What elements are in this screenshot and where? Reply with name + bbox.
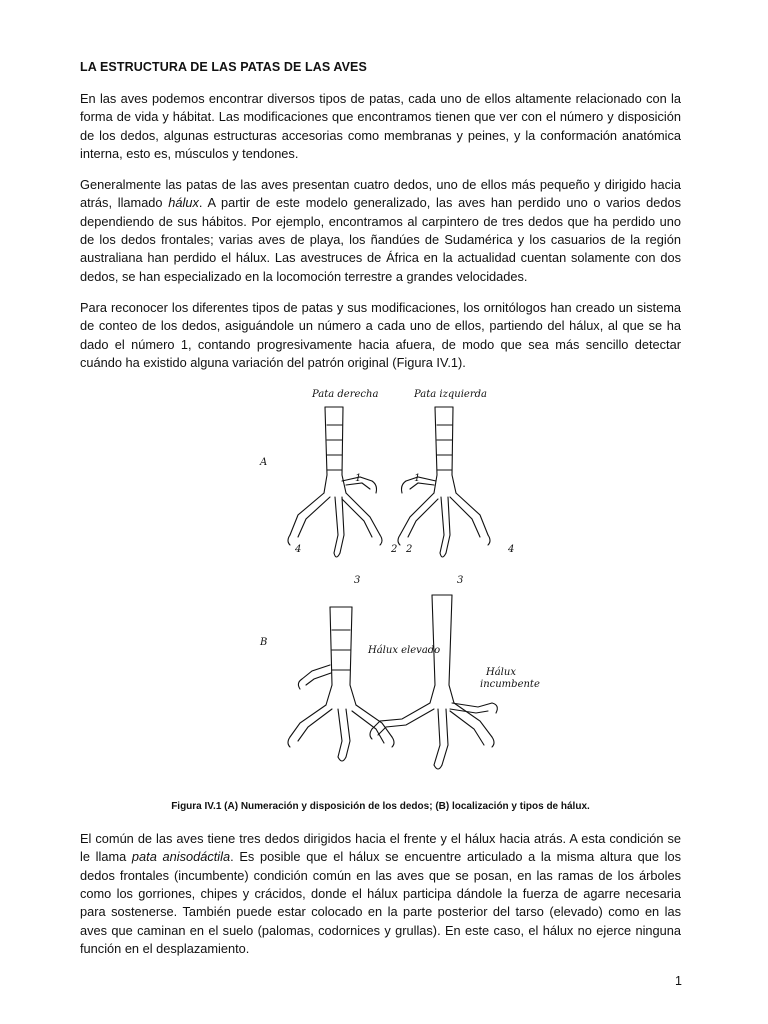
paragraph-1: En las aves podemos encontrar diversos tipos de patas, cada uno de ellos altamente relacionado con la forma de vida y hábitat. Las modificaciones que encontramos tienen que ver con el número y disposición de los dedos, algunas estructuras accesorias como membranas y peines, y la conformación anatómica interna, esto es, músculos y tendones. xyxy=(80,91,681,161)
right-foot-drawing xyxy=(288,407,382,557)
paragraph-3: Para reconocer los diferentes tipos de patas y sus modificaciones, los ornitólogos han creado un sistema de conteo de los dedos, asiguándole un número a cada uno de ellos, partiendo del hálux, al que se ha dado el número 1, contando progresivamente hacia afuera, de modo que sea más sencillo detectar cuándo ha existido alguna variación del patrón original (Figura IV.1). xyxy=(80,299,681,370)
label-halux-incumbente-2: incumbente xyxy=(480,679,540,691)
figure-caption: Figura IV.1 (A) Numeración y disposición de los dedos; (B) localización y tipos de hálux. xyxy=(171,801,590,813)
label-halux-incumbente-1: Hálux xyxy=(486,667,516,679)
label-digit-1-right: 1 xyxy=(355,473,362,485)
label-digit-3-right: 3 xyxy=(354,575,361,587)
paragraph-2-italic: hálux xyxy=(168,195,199,211)
label-panel-a: A xyxy=(260,457,268,469)
label-digit-2-left: 2 xyxy=(406,544,413,556)
raised-hallux-drawing xyxy=(288,607,394,761)
label-digit-4-right: 4 xyxy=(295,544,302,556)
paragraph-2-text-a: Generalmente las patas de las aves presentan cuatro dedos, uno de ellos más pequeño y dirigido hacia atrás, llamado xyxy=(80,177,681,211)
paragraph-4-text-b: . Es posible que el hálux se encuentre articulado a la misma altura que los dedos frontales (incumbente) condición común en las aves que se posan, en las ramas de los árboles como los gorriones, chipes y crácidos, donde el hálux participa dándole la fuerza de agarre necesaria para sostenerse. También puede estar colocado en la parte posterior del tarso (elevado) como en las aves que caminan en el suelo (palomas, codornices y grullas). En este caso, el hálux no ejerce ninguna función en el desplazamiento. xyxy=(80,849,682,956)
label-panel-b: B xyxy=(260,637,268,649)
page-number: 1 xyxy=(675,974,682,988)
label-digit-3-left: 3 xyxy=(457,575,464,587)
bird-feet-illustration xyxy=(80,385,681,795)
left-foot-drawing xyxy=(398,407,490,557)
label-right-foot: Pata derecha xyxy=(312,389,379,401)
label-digit-4-left: 4 xyxy=(508,544,515,556)
label-halux-elevado: Hálux elevado xyxy=(368,645,441,657)
label-digit-2-right: 2 xyxy=(391,544,398,556)
document-title: LA ESTRUCTURA DE LAS PATAS DE LAS AVES xyxy=(80,60,367,74)
incumbent-hallux-drawing xyxy=(370,595,497,769)
paragraph-4-text-a: El común de las aves tiene tres dedos dirigidos hacia el frente y el hálux hacia atrás. A esta condición se le llama xyxy=(80,831,681,865)
label-digit-1-left: 1 xyxy=(414,473,421,485)
paragraph-4 xyxy=(80,830,681,958)
paragraph-2 xyxy=(80,176,681,286)
paragraph-2-text-b: . A partir de este modelo generalizado, las aves han perdido uno o varios dedos dependiendo de sus hábitos. Por ejemplo, encontramos al carpintero de tres dedos que ha perdido uno de los dedos frontales; varias aves de playa, los ñandúes de Sudamérica y los casuarios de la región australiana han perdido el hálux. Las avestruces de África en la actualidad cuentan solamente con dos dedos, se han especializado en la locomoción terrestre a grandes velocidades. xyxy=(80,195,681,284)
figure-bird-feet xyxy=(80,385,681,795)
document-page xyxy=(80,60,681,971)
label-left-foot: Pata izquierda xyxy=(414,389,487,401)
paragraph-4-italic: pata anisodáctila xyxy=(131,849,231,865)
